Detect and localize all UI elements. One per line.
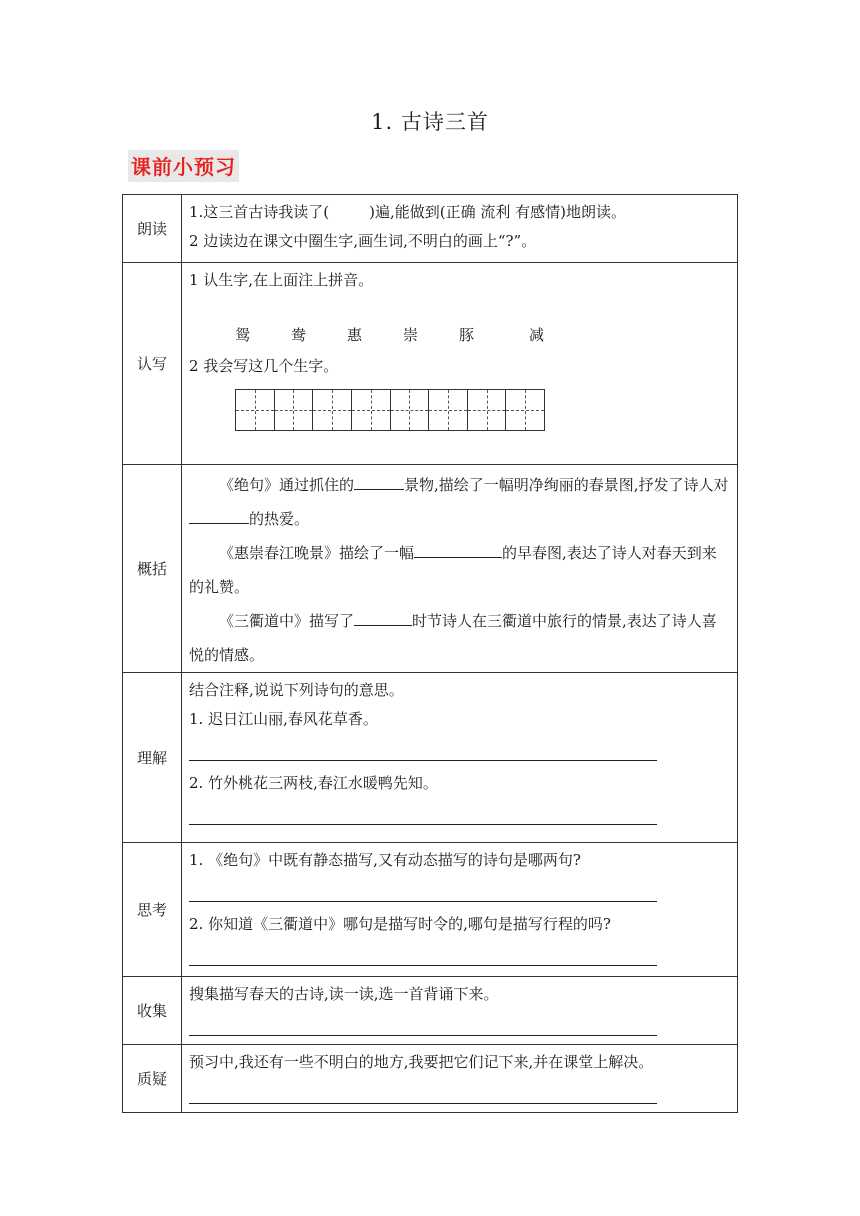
text-segment: 1.这三首古诗我读了( xyxy=(189,203,330,221)
character-list xyxy=(235,321,730,350)
grid-cell[interactable] xyxy=(391,390,430,430)
instruction-line: 2 边读边在课文中圈生字,画生词,不明白的画上“?”。 xyxy=(189,232,537,250)
writing-grid[interactable] xyxy=(235,389,545,431)
instruction-line: 搜集描写春天的古诗,读一读,选一首背诵下来。 xyxy=(189,985,499,1003)
fill-blank[interactable] xyxy=(354,607,412,626)
grid-cell[interactable] xyxy=(313,390,352,430)
text-segment: 《惠崇春江晚景》描绘了一幅 xyxy=(219,544,415,562)
question-1: 1. 迟日江山丽,春风花草香。 xyxy=(189,710,378,728)
fill-blank[interactable] xyxy=(354,471,404,490)
answer-line[interactable] xyxy=(189,804,657,825)
preview-table xyxy=(122,194,738,1113)
row-content xyxy=(182,195,738,263)
row-content xyxy=(182,1045,738,1113)
row-sikao xyxy=(123,843,738,977)
reading-count-line xyxy=(189,198,730,227)
text-segment: 时节诗人在三衢道中旅行的情景,表达了诗人喜悦的情感。 xyxy=(189,612,717,664)
new-character: 鸯 xyxy=(291,326,307,344)
row-label: 朗读 xyxy=(123,195,182,263)
new-character: 鸳 xyxy=(235,326,251,344)
question-2: 2. 竹外桃花三两枝,春江水暖鸭先知。 xyxy=(189,774,438,792)
fill-blank[interactable] xyxy=(414,539,502,558)
row-lijie xyxy=(123,673,738,843)
summary-paragraph xyxy=(189,604,730,672)
new-character: 豚 xyxy=(459,326,475,344)
grid-cell[interactable] xyxy=(352,390,391,430)
instruction-line: 2 我会写这几个生字。 xyxy=(189,357,339,375)
question-2: 2. 你知道《三衢道中》哪句是描写时令的,哪句是描写行程的吗? xyxy=(189,915,611,933)
answer-line[interactable] xyxy=(189,945,657,966)
row-content xyxy=(182,465,738,673)
answer-line[interactable] xyxy=(189,1015,657,1036)
grid-cell[interactable] xyxy=(275,390,314,430)
section-badge: 课前小预习 xyxy=(128,150,239,182)
answer-line[interactable] xyxy=(189,1083,657,1104)
page-title: 1. 古诗三首 xyxy=(371,110,489,134)
row-label: 理解 xyxy=(123,673,182,843)
text-segment: 的早春图,表达了诗人对春天到来的礼赞。 xyxy=(189,544,717,596)
row-label: 质疑 xyxy=(123,1045,182,1113)
text-segment: 景物,描绘了一幅明净绚丽的春景图,抒发了诗人对 xyxy=(404,476,729,494)
row-content xyxy=(182,263,738,465)
row-label: 思考 xyxy=(123,843,182,977)
instruction-line: 1 认生字,在上面注上拼音。 xyxy=(189,271,374,289)
grid-cell[interactable] xyxy=(468,390,507,430)
new-character: 减 xyxy=(529,326,545,344)
fill-blank[interactable] xyxy=(189,505,249,524)
row-zhiyi xyxy=(123,1045,738,1113)
summary-paragraph xyxy=(189,536,730,604)
row-label: 收集 xyxy=(123,977,182,1045)
question-1: 1. 《绝句》中既有静态描写,又有动态描写的诗句是哪两句? xyxy=(189,851,581,869)
text-segment: )遍,能做到(正确 流利 有感情)地朗读。 xyxy=(369,203,627,221)
instruction-line: 结合注释,说说下列诗句的意思。 xyxy=(189,681,404,699)
row-shouji xyxy=(123,977,738,1045)
grid-cell[interactable] xyxy=(506,390,544,430)
text-segment: 《三衢道中》描写了 xyxy=(219,612,355,630)
grid-cell[interactable] xyxy=(429,390,468,430)
new-character: 崇 xyxy=(403,326,419,344)
row-label: 认写 xyxy=(123,263,182,465)
row-content xyxy=(182,673,738,843)
instruction-line: 预习中,我还有一些不明白的地方,我要把它们记下来,并在课堂上解决。 xyxy=(189,1053,654,1071)
answer-line[interactable] xyxy=(189,881,657,902)
row-content xyxy=(182,977,738,1045)
row-renxie xyxy=(123,263,738,465)
new-character: 惠 xyxy=(347,326,363,344)
row-content xyxy=(182,843,738,977)
text-segment: 《绝句》通过抓住的 xyxy=(219,476,355,494)
row-label: 概括 xyxy=(123,465,182,673)
row-gaikuo xyxy=(123,465,738,673)
grid-cell[interactable] xyxy=(236,390,275,430)
summary-paragraph xyxy=(189,468,730,536)
answer-line[interactable] xyxy=(189,740,657,761)
row-langdu xyxy=(123,195,738,263)
text-segment: 的热爱。 xyxy=(249,510,310,528)
